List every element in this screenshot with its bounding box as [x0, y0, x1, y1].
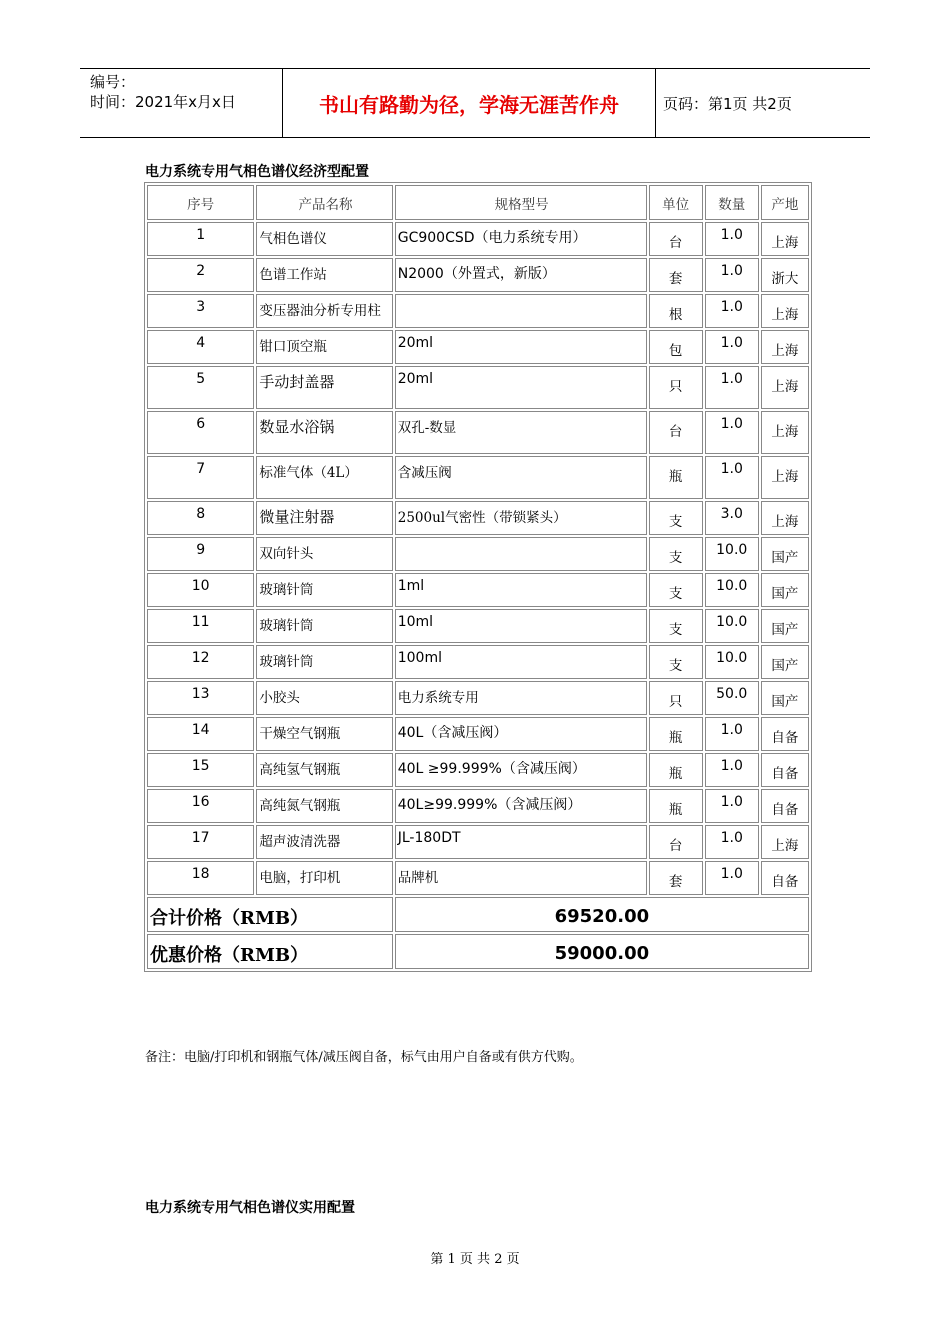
- unit: 只: [649, 366, 703, 409]
- quantity: 1.0: [705, 366, 759, 409]
- origin: 上海: [761, 222, 809, 256]
- quantity: 1.0: [705, 717, 759, 751]
- spec-model: N2000（外置式，新版）: [395, 258, 647, 292]
- row-number: 1: [147, 222, 254, 256]
- table-row: [147, 789, 809, 823]
- spec-model: 40L（含减压阀）: [395, 717, 647, 751]
- spec-model: 品牌机: [395, 861, 647, 895]
- spec-model: 10ml: [395, 609, 647, 643]
- row-number: 13: [147, 681, 254, 715]
- product-name: 变压器油分析专用柱: [256, 294, 392, 328]
- quantity: 1.0: [705, 411, 759, 454]
- spec-model: [395, 537, 647, 571]
- spec-model: 电力系统专用: [395, 681, 647, 715]
- origin: 上海: [761, 330, 809, 364]
- unit: 套: [649, 258, 703, 292]
- row-number: 11: [147, 609, 254, 643]
- unit: 瓶: [649, 456, 703, 499]
- table-row: [147, 717, 809, 751]
- product-name: 高纯氮气钢瓶: [256, 789, 392, 823]
- unit: 瓶: [649, 789, 703, 823]
- origin: 自备: [761, 861, 809, 895]
- spec-model: 2500ul气密性（带锁紧头）: [395, 501, 647, 535]
- quantity: 1.0: [705, 825, 759, 859]
- section-title-practical: 电力系统专用气相色谱仪实用配置: [145, 1200, 355, 1216]
- unit: 支: [649, 573, 703, 607]
- row-number: 17: [147, 825, 254, 859]
- quantity: 10.0: [705, 537, 759, 571]
- quantity: 1.0: [705, 789, 759, 823]
- spec-model: JL-180DT: [395, 825, 647, 859]
- discount-value: 59000.00: [395, 934, 809, 969]
- remark-note: 备注：电脑/打印机和钢瓶气体/减压阀自备，标气由用户自备或有供方代购。: [145, 1050, 583, 1065]
- product-name: 玻璃针筒: [256, 609, 392, 643]
- row-number: 12: [147, 645, 254, 679]
- discount-label: 优惠价格（RMB）: [147, 934, 393, 969]
- origin: 浙大: [761, 258, 809, 292]
- origin: 上海: [761, 501, 809, 535]
- row-number: 10: [147, 573, 254, 607]
- unit: 瓶: [649, 717, 703, 751]
- unit: 瓶: [649, 753, 703, 787]
- page-footer: 第 1 页 共 2 页: [430, 1252, 520, 1267]
- origin: 国产: [761, 609, 809, 643]
- total-value: 69520.00: [395, 897, 809, 932]
- quantity: 1.0: [705, 330, 759, 364]
- row-number: 16: [147, 789, 254, 823]
- unit: 只: [649, 681, 703, 715]
- section-title-economy: 电力系统专用气相色谱仪经济型配置: [145, 164, 369, 180]
- header-cell-no: 序号: [147, 185, 254, 220]
- table-row: [147, 753, 809, 787]
- spec-model: 40L≥99.999%（含减压阀）: [395, 789, 647, 823]
- row-number: 4: [147, 330, 254, 364]
- unit: 支: [649, 645, 703, 679]
- header-left-cell: [80, 69, 282, 137]
- table-row: [147, 501, 809, 535]
- spec-model: GC900CSD（电力系统专用）: [395, 222, 647, 256]
- origin: 上海: [761, 294, 809, 328]
- product-name: 色谱工作站: [256, 258, 392, 292]
- page-header: [80, 68, 870, 138]
- table-row: [147, 222, 809, 256]
- origin: 自备: [761, 717, 809, 751]
- product-name: 双向针头: [256, 537, 392, 571]
- motto: 书山有路勤为径，学海无涯苦作舟: [319, 92, 619, 117]
- product-name: 标准气体（4L）: [256, 456, 392, 499]
- header-cell-name: 产品名称: [256, 185, 392, 220]
- spec-model: 双孔-数显: [395, 411, 647, 454]
- product-name: 手动封盖器: [256, 366, 392, 409]
- origin: 国产: [761, 573, 809, 607]
- origin: 自备: [761, 753, 809, 787]
- row-number: 3: [147, 294, 254, 328]
- spec-model: [395, 294, 647, 328]
- product-name: 玻璃针筒: [256, 573, 392, 607]
- header-cell-spec: 规格型号: [395, 185, 647, 220]
- origin: 国产: [761, 681, 809, 715]
- config-table: [144, 182, 812, 972]
- origin: 上海: [761, 366, 809, 409]
- origin: 上海: [761, 411, 809, 454]
- total-row: [147, 897, 809, 932]
- unit: 包: [649, 330, 703, 364]
- quantity: 1.0: [705, 753, 759, 787]
- spec-model: 20ml: [395, 330, 647, 364]
- table-row: [147, 537, 809, 571]
- origin: 国产: [761, 537, 809, 571]
- quantity: 10.0: [705, 645, 759, 679]
- spec-model: 100ml: [395, 645, 647, 679]
- row-number: 9: [147, 537, 254, 571]
- header-page-cell: [655, 69, 870, 137]
- document-number: 编号：: [90, 73, 136, 91]
- origin: 国产: [761, 645, 809, 679]
- unit: 支: [649, 501, 703, 535]
- table-row: [147, 366, 809, 409]
- table-header-row: [147, 185, 809, 220]
- row-number: 8: [147, 501, 254, 535]
- row-number: 15: [147, 753, 254, 787]
- spec-model: 1ml: [395, 573, 647, 607]
- product-name: 钳口顶空瓶: [256, 330, 392, 364]
- product-name: 气相色谱仪: [256, 222, 392, 256]
- product-name: 超声波清洗器: [256, 825, 392, 859]
- product-name: 高纯氢气钢瓶: [256, 753, 392, 787]
- unit: 根: [649, 294, 703, 328]
- unit: 套: [649, 861, 703, 895]
- spec-model: 20ml: [395, 366, 647, 409]
- spec-model: 含减压阀: [395, 456, 647, 499]
- unit: 支: [649, 537, 703, 571]
- origin: 自备: [761, 789, 809, 823]
- header-cell-unit: 单位: [649, 185, 703, 220]
- document-date: 时间：2021年x月x日: [90, 93, 236, 111]
- row-number: 14: [147, 717, 254, 751]
- unit: 台: [649, 825, 703, 859]
- table-row: [147, 681, 809, 715]
- product-name: 干燥空气钢瓶: [256, 717, 392, 751]
- header-cell-origin: 产地: [761, 185, 809, 220]
- table-row: [147, 573, 809, 607]
- page-number: 页码：第1页 共2页: [663, 94, 792, 113]
- table-row: [147, 258, 809, 292]
- table-row: [147, 330, 809, 364]
- quantity: 1.0: [705, 294, 759, 328]
- total-label: 合计价格（RMB）: [147, 897, 393, 932]
- unit: 台: [649, 222, 703, 256]
- row-number: 18: [147, 861, 254, 895]
- product-name: 玻璃针筒: [256, 645, 392, 679]
- product-name: 数显水浴锅: [256, 411, 392, 454]
- quantity: 1.0: [705, 456, 759, 499]
- unit: 支: [649, 609, 703, 643]
- row-number: 2: [147, 258, 254, 292]
- row-number: 7: [147, 456, 254, 499]
- row-number: 5: [147, 366, 254, 409]
- discount-row: [147, 934, 809, 969]
- table-row: [147, 456, 809, 499]
- quantity: 50.0: [705, 681, 759, 715]
- quantity: 3.0: [705, 501, 759, 535]
- quantity: 10.0: [705, 609, 759, 643]
- table-row: [147, 645, 809, 679]
- table-row: [147, 609, 809, 643]
- quantity: 1.0: [705, 861, 759, 895]
- table-row: [147, 825, 809, 859]
- origin: 上海: [761, 825, 809, 859]
- spec-model: 40L ≥99.999%（含减压阀）: [395, 753, 647, 787]
- header-cell-qty: 数量: [705, 185, 759, 220]
- table-row: [147, 411, 809, 454]
- quantity: 1.0: [705, 222, 759, 256]
- product-name: 小胶头: [256, 681, 392, 715]
- product-name: 微量注射器: [256, 501, 392, 535]
- unit: 台: [649, 411, 703, 454]
- table-row: [147, 861, 809, 895]
- table-row: [147, 294, 809, 328]
- row-number: 6: [147, 411, 254, 454]
- quantity: 1.0: [705, 258, 759, 292]
- origin: 上海: [761, 456, 809, 499]
- quantity: 10.0: [705, 573, 759, 607]
- header-motto-cell: [282, 69, 656, 137]
- product-name: 电脑，打印机: [256, 861, 392, 895]
